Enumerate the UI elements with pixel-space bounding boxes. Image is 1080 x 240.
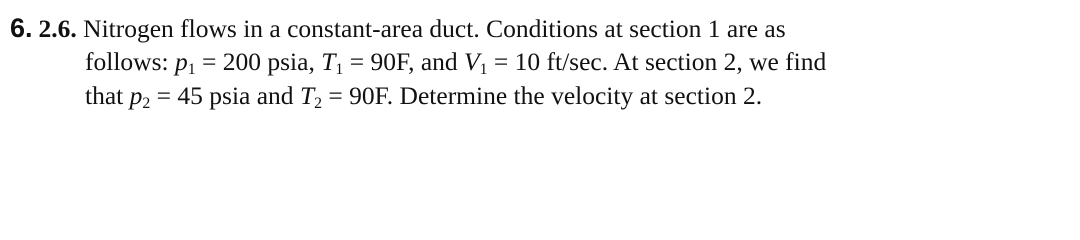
problem-statement	[10, 11, 1070, 113]
line2-text-d: = 10 ft/sec. At section 2, we find	[487, 47, 827, 76]
line2-text-c: = 90F, and	[343, 47, 465, 76]
line3-text-a: that	[85, 81, 130, 110]
V1-subscript: 1	[479, 60, 488, 78]
problem-line-3	[10, 79, 1070, 113]
section-number: 2.6.	[38, 14, 77, 43]
question-number: 6.	[10, 13, 33, 43]
line2-text-a: follows:	[85, 47, 175, 76]
line3-text-b: = 45 psia and	[150, 81, 300, 110]
p2-subscript: 2	[142, 94, 151, 112]
line3-text-c: = 90F. Determine the velocity at section 2.	[322, 81, 763, 110]
problem-text-line-1: Nitrogen flows in a constant-area duct. Conditions at section 1 are as	[83, 14, 786, 43]
problem-line-1	[10, 11, 1070, 45]
p1-subscript: 1	[187, 60, 196, 78]
p1-symbol: p	[174, 47, 188, 76]
T1-symbol: T	[321, 47, 336, 76]
line2-text-b: = 200 psia,	[195, 47, 322, 76]
T2-symbol: T	[299, 81, 315, 110]
V1-symbol: V	[464, 47, 480, 76]
T1-subscript: 1	[335, 60, 344, 78]
T2-subscript: 2	[314, 94, 323, 112]
problem-line-2	[10, 45, 1070, 79]
p2-symbol: p	[129, 81, 143, 110]
